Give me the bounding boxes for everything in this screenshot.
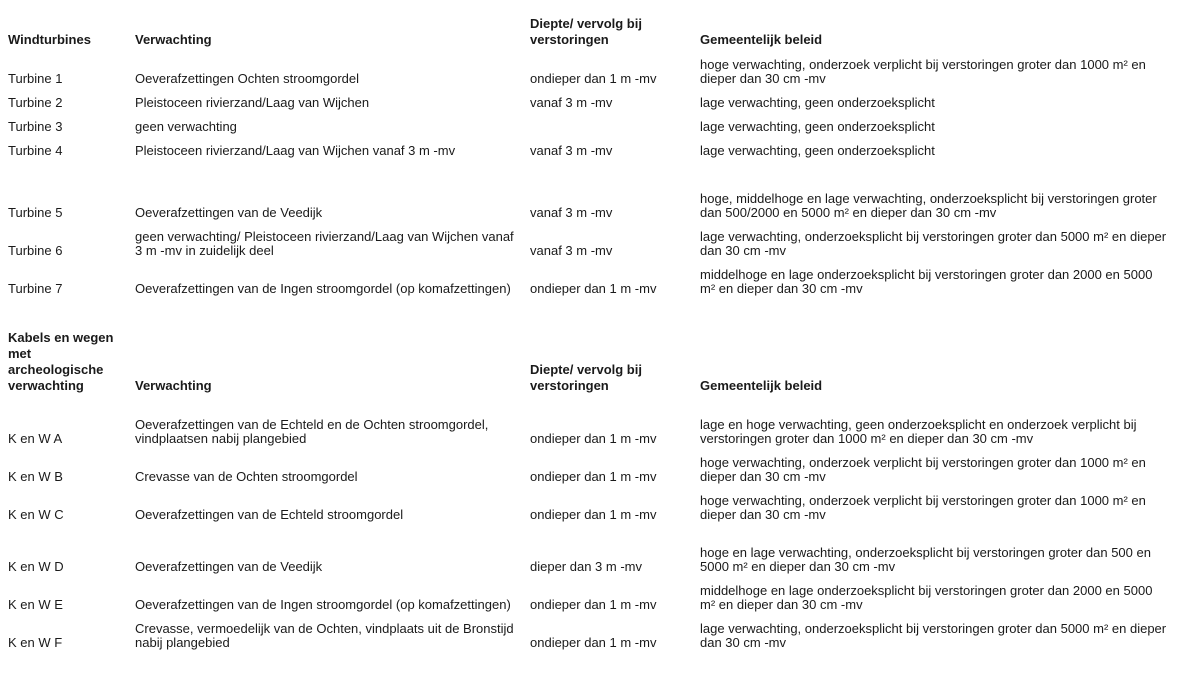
verwachting-cell: Oeverafzettingen Ochten stroomgordel — [135, 71, 360, 86]
row-label: K en W D — [8, 559, 64, 574]
verwachting-cell: Oeverafzettingen van de Ingen stroomgordel (op komafzettingen) — [135, 597, 511, 612]
column-header-kabels-en-wegen: Kabels en wegen met archeologische verwachting — [8, 330, 114, 393]
verwachting-cell: Oeverafzettingen van de Echteld stroomgordel — [135, 507, 404, 522]
column-header-beleid: Gemeentelijk beleid — [700, 378, 823, 393]
table-header-row — [8, 16, 1170, 48]
row-label: K en W B — [8, 469, 63, 484]
row-label: Turbine 2 — [8, 95, 63, 110]
table-row — [8, 86, 1170, 110]
diepte-cell: ondieper dan 1 m -mv — [530, 281, 657, 296]
diepte-cell: vanaf 3 m -mv — [530, 205, 613, 220]
verwachting-cell: Oeverafzettingen van de Veedijk — [135, 205, 323, 220]
verwachting-cell: Pleistoceen rivierzand/Laag van Wijchen — [135, 95, 370, 110]
diepte-cell: ondieper dan 1 m -mv — [530, 507, 657, 522]
table-row — [8, 484, 1170, 522]
column-header-verwachting: Verwachting — [135, 378, 212, 393]
beleid-cell: lage verwachting, onderzoeksplicht bij verstoringen groter dan 5000 m² en dieper dan 30 cm -mv — [700, 621, 1167, 650]
beleid-cell: lage verwachting, onderzoeksplicht bij verstoringen groter dan 5000 m² en dieper dan 30 cm -mv — [700, 229, 1167, 258]
table-row — [8, 394, 1170, 446]
table-row — [8, 158, 1170, 220]
diepte-cell: ondieper dan 1 m -mv — [530, 431, 657, 446]
verwachting-cell: Oeverafzettingen van de Ingen stroomgordel (op komafzettingen) — [135, 281, 511, 296]
beleid-cell: lage en hoge verwachting, geen onderzoeksplicht en onderzoek verplicht bij verstoringen groter dan 1000 m² en dieper dan 30 cm -mv — [700, 417, 1137, 446]
verwachting-cell: Crevasse, vermoedelijk van de Ochten, vindplaats uit de Bronstijd nabij plangebied — [135, 621, 514, 650]
row-label: K en W C — [8, 507, 64, 522]
kabels-en-wegen-table — [8, 330, 1170, 650]
column-header-verwachting: Verwachting — [135, 32, 212, 47]
column-header-diepte: Diepte/ vervolg bij verstoringen — [530, 16, 642, 47]
row-label: Turbine 1 — [8, 71, 63, 86]
verwachting-cell: Oeverafzettingen van de Veedijk — [135, 559, 323, 574]
diepte-cell: dieper dan 3 m -mv — [530, 559, 642, 574]
verwachting-cell: geen verwachting — [135, 119, 237, 134]
row-label: Turbine 6 — [8, 243, 63, 258]
row-label: Turbine 4 — [8, 143, 63, 158]
row-label: K en W E — [8, 597, 63, 612]
verwachting-cell: Pleistoceen rivierzand/Laag van Wijchen vanaf 3 m -mv — [135, 143, 456, 158]
beleid-cell: hoge verwachting, onderzoek verplicht bij verstoringen groter dan 1000 m² en dieper dan 30 cm -mv — [700, 493, 1146, 522]
beleid-cell: lage verwachting, geen onderzoeksplicht — [700, 119, 935, 134]
row-label: K en W F — [8, 635, 63, 650]
row-label: Turbine 3 — [8, 119, 63, 134]
table-row — [8, 612, 1170, 650]
table-row — [8, 220, 1170, 258]
table-row — [8, 110, 1170, 134]
table-row — [8, 446, 1170, 484]
windturbines-table — [8, 16, 1170, 296]
table-header-row — [8, 330, 1170, 394]
verwachting-cell: Oeverafzettingen van de Echteld en de Ochten stroomgordel, vindplaatsen nabij plangebied — [135, 417, 489, 446]
verwachting-cell: Crevasse van de Ochten stroomgordel — [135, 469, 358, 484]
beleid-cell: lage verwachting, geen onderzoeksplicht — [700, 143, 935, 158]
diepte-cell: vanaf 3 m -mv — [530, 95, 613, 110]
diepte-cell: vanaf 3 m -mv — [530, 243, 613, 258]
row-label: K en W A — [8, 431, 63, 446]
beleid-cell: hoge verwachting, onderzoek verplicht bij verstoringen groter dan 1000 m² en dieper dan 30 cm -mv — [700, 455, 1146, 484]
diepte-cell — [530, 110, 700, 134]
table-row — [8, 48, 1170, 86]
beleid-cell: lage verwachting, geen onderzoeksplicht — [700, 95, 935, 110]
table-row — [8, 574, 1170, 612]
verwachting-cell: geen verwachting/ Pleistoceen rivierzand/Laag van Wijchen vanaf 3 m -mv in zuidelijk deel — [135, 229, 514, 258]
beleid-cell: hoge verwachting, onderzoek verplicht bij verstoringen groter dan 1000 m² en dieper dan 30 cm -mv — [700, 57, 1146, 86]
beleid-cell: middelhoge en lage onderzoeksplicht bij verstoringen groter dan 2000 en 5000 m² en dieper dan 30 cm -mv — [700, 267, 1153, 296]
column-header-windturbines: Windturbines — [8, 32, 91, 47]
beleid-cell: middelhoge en lage onderzoeksplicht bij verstoringen groter dan 2000 en 5000 m² en dieper dan 30 cm -mv — [700, 583, 1153, 612]
diepte-cell: ondieper dan 1 m -mv — [530, 597, 657, 612]
column-header-beleid: Gemeentelijk beleid — [700, 32, 823, 47]
table-row — [8, 134, 1170, 158]
diepte-cell: ondieper dan 1 m -mv — [530, 71, 657, 86]
diepte-cell: ondieper dan 1 m -mv — [530, 469, 657, 484]
diepte-cell: ondieper dan 1 m -mv — [530, 635, 657, 650]
table-row — [8, 522, 1170, 574]
row-label: Turbine 7 — [8, 281, 63, 296]
beleid-cell: hoge, middelhoge en lage verwachting, onderzoeksplicht bij verstoringen groter dan 500/2000 en 5000 m² en dieper dan 30 cm -mv — [700, 191, 1157, 220]
diepte-cell: vanaf 3 m -mv — [530, 143, 613, 158]
beleid-cell: hoge en lage verwachting, onderzoeksplicht bij verstoringen groter dan 500 en 5000 m² en dieper dan 30 cm -mv — [700, 545, 1151, 574]
row-label: Turbine 5 — [8, 205, 63, 220]
column-header-diepte: Diepte/ vervolg bij verstoringen — [530, 362, 642, 393]
table-row — [8, 258, 1170, 296]
